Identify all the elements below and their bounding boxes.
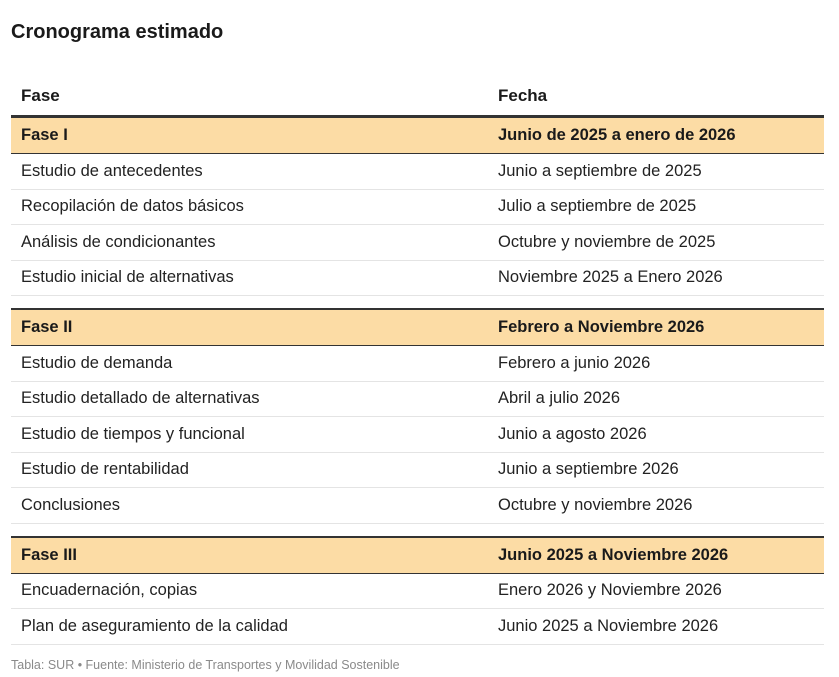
task-date: Octubre y noviembre 2026 bbox=[498, 495, 693, 514]
table-row bbox=[11, 346, 824, 382]
table-row bbox=[11, 453, 824, 489]
table-row bbox=[11, 261, 824, 297]
table-row bbox=[11, 154, 824, 190]
source-note: Tabla: SUR • Fuente: Ministerio de Transportes y Movilidad Sostenible bbox=[11, 658, 400, 672]
table-row bbox=[11, 609, 824, 645]
table-header bbox=[11, 77, 824, 118]
phase-name: Fase III bbox=[21, 545, 77, 564]
table-row bbox=[11, 225, 824, 261]
task-name: Plan de aseguramiento de la calidad bbox=[21, 616, 288, 635]
phase-row bbox=[11, 536, 824, 574]
task-date: Octubre y noviembre de 2025 bbox=[498, 232, 716, 251]
phase-name: Fase II bbox=[21, 318, 73, 336]
header-fecha: Fecha bbox=[498, 86, 548, 105]
task-name: Encuadernación, copias bbox=[21, 581, 198, 600]
phase-group bbox=[11, 536, 824, 645]
phase-row bbox=[11, 308, 824, 346]
task-date: Abril a julio 2026 bbox=[498, 389, 620, 408]
task-date: Febrero a junio 2026 bbox=[498, 353, 651, 372]
task-name: Análisis de condicionantes bbox=[21, 232, 216, 251]
phase-date: Junio de 2025 a enero de 2026 bbox=[498, 126, 736, 144]
phase-date: Febrero a Noviembre 2026 bbox=[498, 318, 705, 336]
task-date: Julio a septiembre de 2025 bbox=[498, 197, 697, 216]
task-date: Enero 2026 y Noviembre 2026 bbox=[498, 581, 722, 600]
table-row bbox=[11, 574, 824, 610]
task-name: Estudio de demanda bbox=[21, 353, 173, 372]
task-date: Junio a septiembre de 2025 bbox=[498, 161, 702, 180]
task-date: Junio a septiembre 2026 bbox=[498, 460, 679, 479]
phase-date: Junio 2025 a Noviembre 2026 bbox=[498, 545, 729, 564]
table-row bbox=[11, 382, 824, 418]
schedule-table bbox=[11, 77, 824, 657]
table-row bbox=[11, 417, 824, 453]
task-date: Junio 2025 a Noviembre 2026 bbox=[498, 616, 719, 635]
phase-name: Fase I bbox=[21, 126, 68, 144]
table-body bbox=[11, 118, 824, 645]
header-fase: Fase bbox=[21, 86, 60, 105]
task-name: Estudio detallado de alternativas bbox=[21, 389, 260, 408]
task-name: Estudio de tiempos y funcional bbox=[21, 424, 245, 443]
table-row bbox=[11, 190, 824, 226]
phase-row bbox=[11, 118, 824, 154]
task-date: Junio a agosto 2026 bbox=[498, 424, 647, 443]
task-date: Noviembre 2025 a Enero 2026 bbox=[498, 268, 723, 287]
task-name: Estudio de rentabilidad bbox=[21, 460, 189, 479]
table-row bbox=[11, 488, 824, 524]
phase-group bbox=[11, 308, 824, 524]
task-name: Estudio inicial de alternativas bbox=[21, 268, 234, 287]
page-title: Cronograma estimado bbox=[11, 21, 224, 43]
phase-group bbox=[11, 118, 824, 296]
task-name: Recopilación de datos básicos bbox=[21, 197, 244, 216]
task-name: Estudio de antecedentes bbox=[21, 161, 203, 180]
task-name: Conclusiones bbox=[21, 495, 121, 514]
